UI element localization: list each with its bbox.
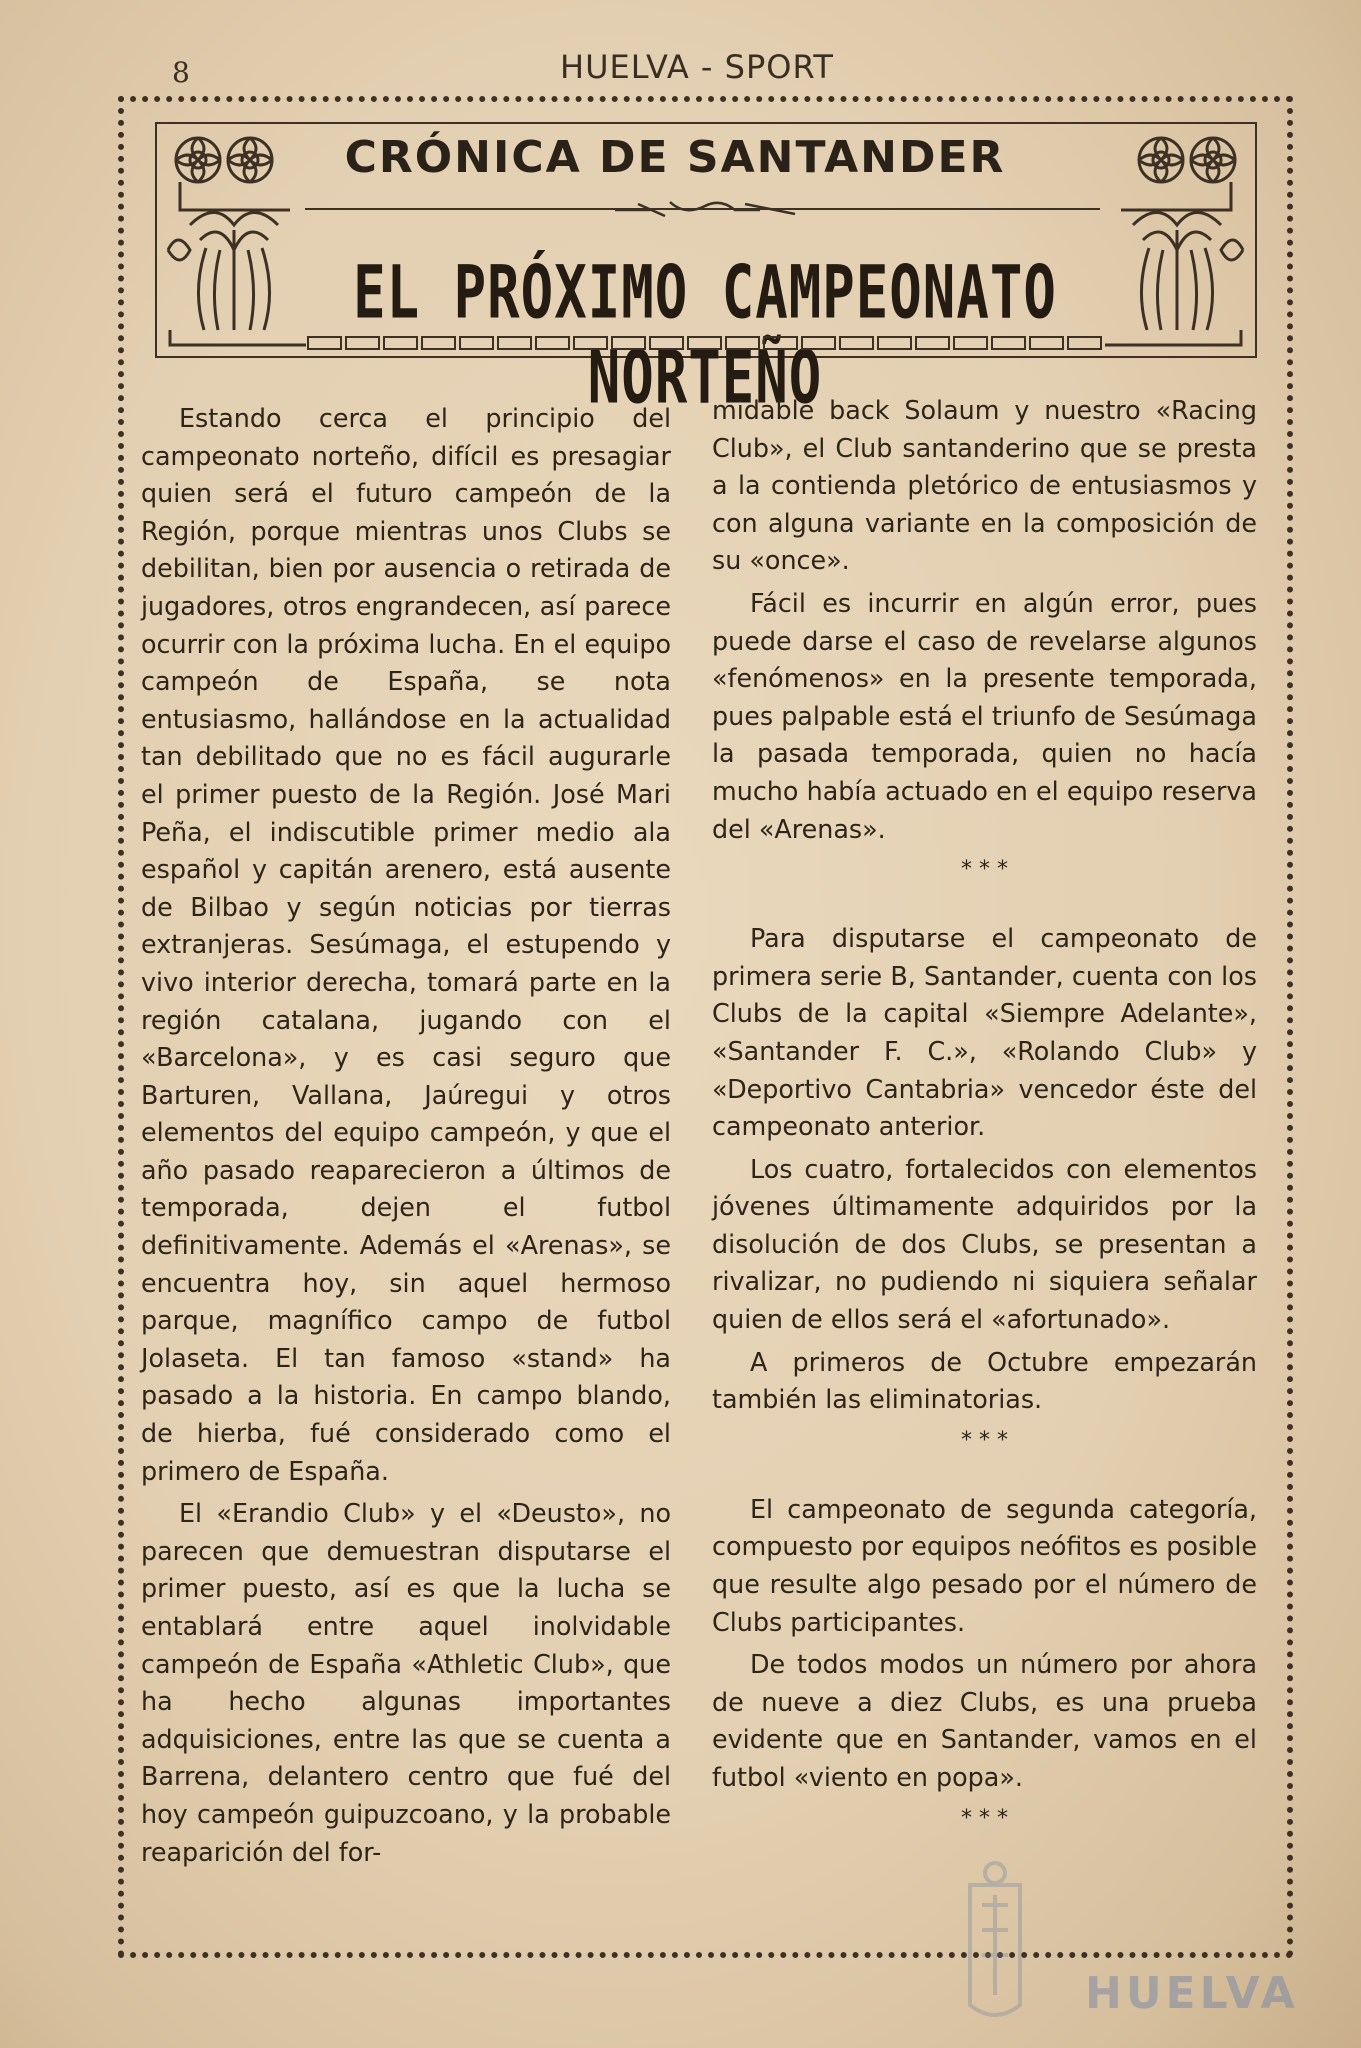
- right-column: [712, 392, 1257, 1869]
- paragraph: El campeonato de segunda categoría, compuesto por equipos neófitos es posible que resulte algo pesado por el número de Clubs participantes.: [712, 1493, 1257, 1637]
- paragraph: Los cuatro, fortalecidos con elementos jóvenes últimamente adquiridos por la disolución de dos Clubs, se presentan a rivalizar, no pudiendo ni siquiera señalar quien de ellos será el «afortunado».: [712, 1153, 1257, 1335]
- running-head: HUELVA - SPORT: [560, 48, 834, 86]
- asterism-divider: * * *: [961, 857, 1008, 883]
- floral-ornament-right-icon: [1103, 130, 1251, 350]
- left-column: [141, 400, 671, 1876]
- floral-ornament-left-icon: [160, 130, 308, 350]
- paragraph: Para disputarse el campeonato de primera serie B, Santander, cuenta con los Clubs de la capital «Siempre Adelante», «Santander F. C.», «Rolando Club» y «Deportivo Cantabria» vencedor éste del campeonato anterior.: [712, 923, 1257, 1142]
- section-title: CRÓNICA DE SANTANDER: [344, 132, 1006, 183]
- chain-border: [307, 336, 1102, 354]
- paragraph-continuation: midable back Solaum y nuestro «Racing Club», el Club santanderino que se presta a la contienda pletórico de entusiasmos y con alguna variante en la composición de su «once».: [712, 395, 1257, 576]
- watermark-text: HUELVA: [1085, 1968, 1299, 2019]
- paragraph: El «Erandio Club» y el «Deusto», no parecen que demuestran disputarse el primer puesto, así es que la lucha se entablará entre aquel inolvidable campeón de España «Athletic Club», que ha hecho algunas importantes adquisiciones, entre las que se cuenta a Barrena, delantero centro que fué del hoy campeón guipuzcoano, y la probable reaparición del for-: [141, 1498, 671, 1867]
- rule-flourish-icon: [610, 196, 800, 220]
- asterism-divider: * * *: [961, 1805, 1008, 1831]
- paragraph: Fácil es incurrir en algún error, pues puede darse el caso de revelarse algunos «fenómenos» en la presente temporada, pues palpable está el triunfo de Sesúmaga la pasada temporada, quien no hacía mucho había actuado en el equipo reserva del «Arenas».: [712, 587, 1257, 844]
- asterism-divider: * * *: [961, 1427, 1008, 1453]
- page-number: 8: [172, 56, 190, 89]
- paragraph: Estando cerca el principio del campeonato norteño, difícil es presagiar quien será el futuro campeón de la Región, porque mientras unos Clubs se debilitan, bien por ausencia o retirada de jugadores, otros engrandecen, así parece ocurrir con la próxima lucha. En el equipo campeón de España, se nota entusiasmo, hallándose en la actualidad tan debilitado que no es fácil augurarle el primer puesto de la Región. José Mari Peña, el indiscutible primer medio ala español y capitán arenero, está ausente de Bilbao y según noticias por tierras extranjeras. Sesúmaga, el estupendo y vivo interior derecha, tomará parte en la región catalana, jugando con el «Barcelona», y es casi seguro que Barturen, Vallana, Jaúregui y otros elementos del equipo campeón, y que el año pasado reaparecieron a últimos de temporada, dejen el futbol definitivamente. Además el «Arenas», se encuentra hoy, sin aquel hermoso parque, magnífico campo de futbol Jolaseta. El tan famoso «stand» ha pasado a la historia. En campo blando, de hierba, fué considerado como el primero de España.: [141, 403, 671, 1486]
- paragraph: De todos modos un número por ahora de nueve a diez Clubs, es una prueba evidente que en Santander, vamos en el futbol «viento en popa».: [712, 1649, 1257, 1792]
- headline: EL PRÓXIMO CAMPEONATO NORTEÑO: [353, 250, 1057, 421]
- paragraph: A primeros de Octubre empezarán también las eliminatorias.: [712, 1346, 1257, 1415]
